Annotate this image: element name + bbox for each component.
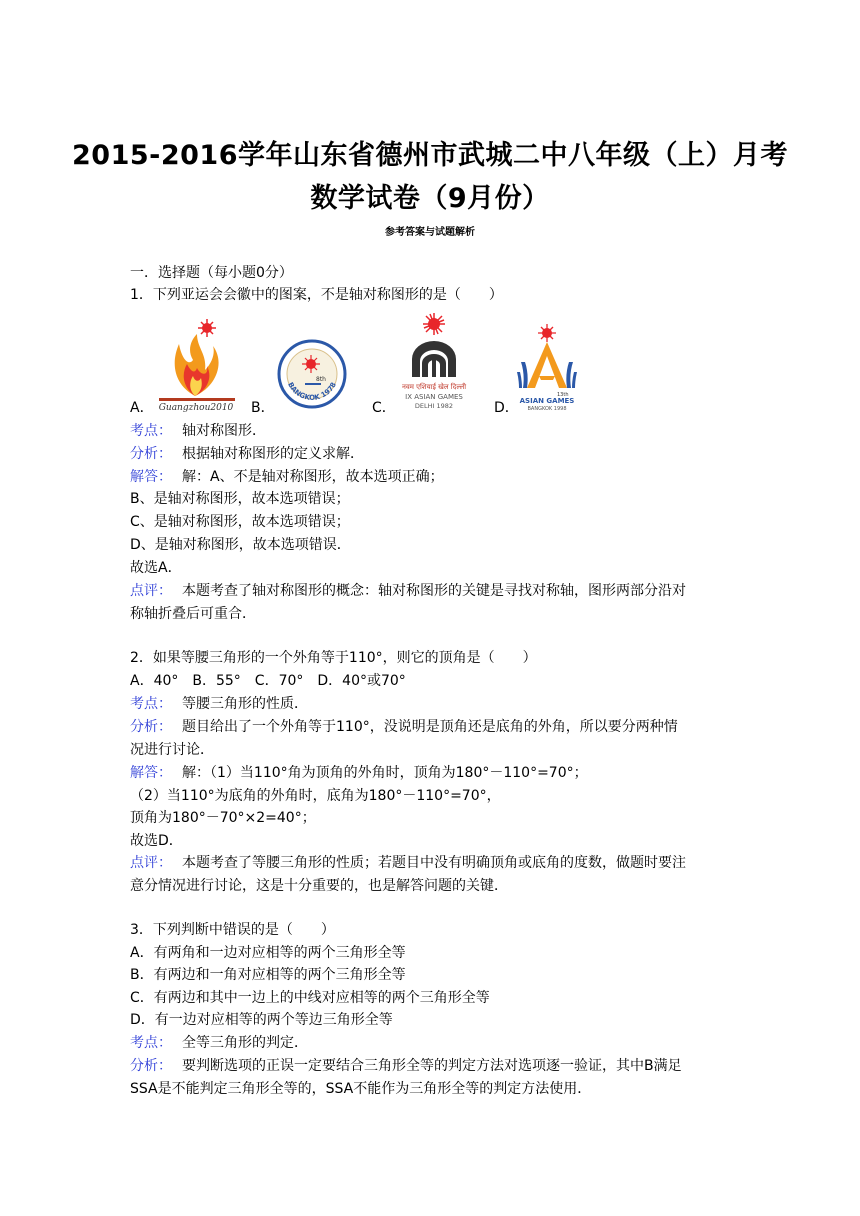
- q1-line-c: C、是轴对称图形，故本选项错误；: [130, 514, 350, 530]
- logo-b-text: BANGKOK 1978: [286, 381, 338, 402]
- fenxi-label: 分析：: [130, 446, 172, 462]
- q3-option-d: D．有一边对应相等的两个等边三角形全等: [130, 1012, 393, 1028]
- q2-dianping-text: 本题考查了等腰三角形的性质；若题目中没有明确顶角或底角的度数，做题时要注: [182, 855, 686, 871]
- q1-dianping: [130, 581, 686, 601]
- q1-jieda: [130, 467, 444, 487]
- sun-icon: [538, 324, 556, 342]
- q2-line-3: 顶角为180°－70°×2=40°；: [130, 810, 316, 826]
- kaodian-label: 考点：: [130, 696, 172, 712]
- page-title-line2: 数学试卷（9月份）: [310, 183, 550, 214]
- jieda-label: 解答：: [130, 765, 172, 781]
- section-heading: 一．选择题（每小题0分）: [130, 265, 293, 281]
- q2-kaodian: [130, 694, 308, 714]
- page-subtitle: 参考答案与试题解析: [385, 227, 475, 238]
- sun-icon: [423, 313, 445, 335]
- q2-options: A．40° B．55° C．70° D．40°或70°: [130, 673, 406, 689]
- q2-kaodian-text: 等腰三角形的性质．: [182, 696, 308, 712]
- guangzhou-2010-logo: [155, 318, 237, 412]
- q1-line-d: D、是轴对称图形，故本选项错误．: [130, 537, 351, 553]
- q2-jieda-text: 解：（1）当110°角为顶角的外角时，顶角为180°－110°=70°；: [182, 765, 588, 781]
- page-title-line1: 2015-2016学年山东省德州市武城二中八年级（上）月考: [72, 140, 788, 171]
- q3-fenxi-text: 要判断选项的正误一定要结合三角形全等的判定方法对选项逐一验证，其中B满足: [182, 1058, 682, 1074]
- q2-line-2: （2）当110°为底角的外角时，底角为180°－110°=70°，: [130, 788, 501, 804]
- fenxi-label: 分析：: [130, 719, 172, 735]
- jieda-label: 解答：: [130, 469, 172, 485]
- q1-kaodian: [130, 421, 266, 441]
- logo-d-text1: ASIAN GAMES: [519, 397, 575, 405]
- bangkok-1978-logo: [277, 339, 347, 409]
- q1-jieda-text: 解：A、不是轴对称图形，故本选项正确；: [182, 469, 444, 485]
- logo-d-text2: BANGKOK 1998: [527, 406, 567, 412]
- logo-c-hindi: नवम एशियाई खेल दिल्ली: [401, 383, 467, 391]
- logo-c-text2: DELHI 1982: [414, 402, 454, 410]
- q1-dianping-cont: 称轴折叠后可重合．: [130, 606, 256, 622]
- kaodian-label: 考点：: [130, 1035, 172, 1051]
- q3-kaodian: [130, 1033, 308, 1053]
- q1-fenxi-text: 根据轴对称图形的定义求解．: [182, 446, 364, 462]
- kaodian-label: 考点：: [130, 423, 172, 439]
- q2-dianping-cont: 意分情况进行讨论，这是十分重要的，也是解答问题的关键．: [130, 878, 508, 894]
- q1-option-b: B．: [251, 400, 275, 416]
- q3-stem: 3．下列判断中错误的是（ ）: [130, 922, 335, 938]
- dianping-label: 点评：: [130, 583, 172, 599]
- q1-option-c: C．: [372, 400, 396, 416]
- q3-option-b: B．有两边和一角对应相等的两个三角形全等: [130, 967, 406, 983]
- logo-c-text1: IX ASIAN GAMES: [405, 393, 463, 401]
- q1-kaodian-text: 轴对称图形．: [182, 423, 266, 439]
- q1-stem: 1．下列亚运会会徽中的图案，不是轴对称图形的是（ ）: [130, 287, 503, 303]
- q3-option-a: A．有两角和一边对应相等的两个三角形全等: [130, 945, 406, 961]
- q1-fenxi: [130, 444, 364, 464]
- fenxi-label: 分析：: [130, 1058, 172, 1074]
- q1-line-b: B、是轴对称图形，故本选项错误；: [130, 491, 350, 507]
- q1-answer: 故选A．: [130, 560, 182, 576]
- q2-dianping: [130, 853, 686, 873]
- q3-fenxi: [130, 1056, 682, 1076]
- q3-kaodian-text: 全等三角形的判定．: [182, 1035, 308, 1051]
- q1-option-d: D．: [494, 400, 519, 416]
- q2-fenxi: [130, 717, 678, 737]
- q2-jieda: [130, 763, 588, 783]
- sun-icon: [198, 319, 216, 337]
- logo-a-text: Guangzhou2010: [158, 403, 234, 412]
- bangkok-1998-logo: [515, 322, 579, 412]
- svg-text:8th: 8th: [316, 376, 326, 383]
- q1-dianping-text: 本题考查了轴对称图形的概念：轴对称图形的关键是寻找对称轴，图形两部分沿对: [182, 583, 686, 599]
- svg-text:13th: 13th: [557, 392, 569, 398]
- q3-fenxi-cont: SSA是不能判定三角形全等的，SSA不能作为三角形全等的判定方法使用．: [130, 1081, 592, 1097]
- q3-option-c: C．有两边和其中一边上的中线对应相等的两个三角形全等: [130, 990, 490, 1006]
- q2-fenxi-text: 题目给出了一个外角等于110°，没说明是顶角还是底角的外角，所以要分两种情: [182, 719, 678, 735]
- q1-option-a: A．: [130, 400, 154, 416]
- q2-answer: 故选D．: [130, 833, 183, 849]
- delhi-1982-logo: [396, 311, 474, 413]
- q2-fenxi-cont: 况进行讨论．: [130, 742, 214, 758]
- q2-stem: 2．如果等腰三角形的一个外角等于110°，则它的顶角是（ ）: [130, 650, 537, 666]
- dianping-label: 点评：: [130, 855, 172, 871]
